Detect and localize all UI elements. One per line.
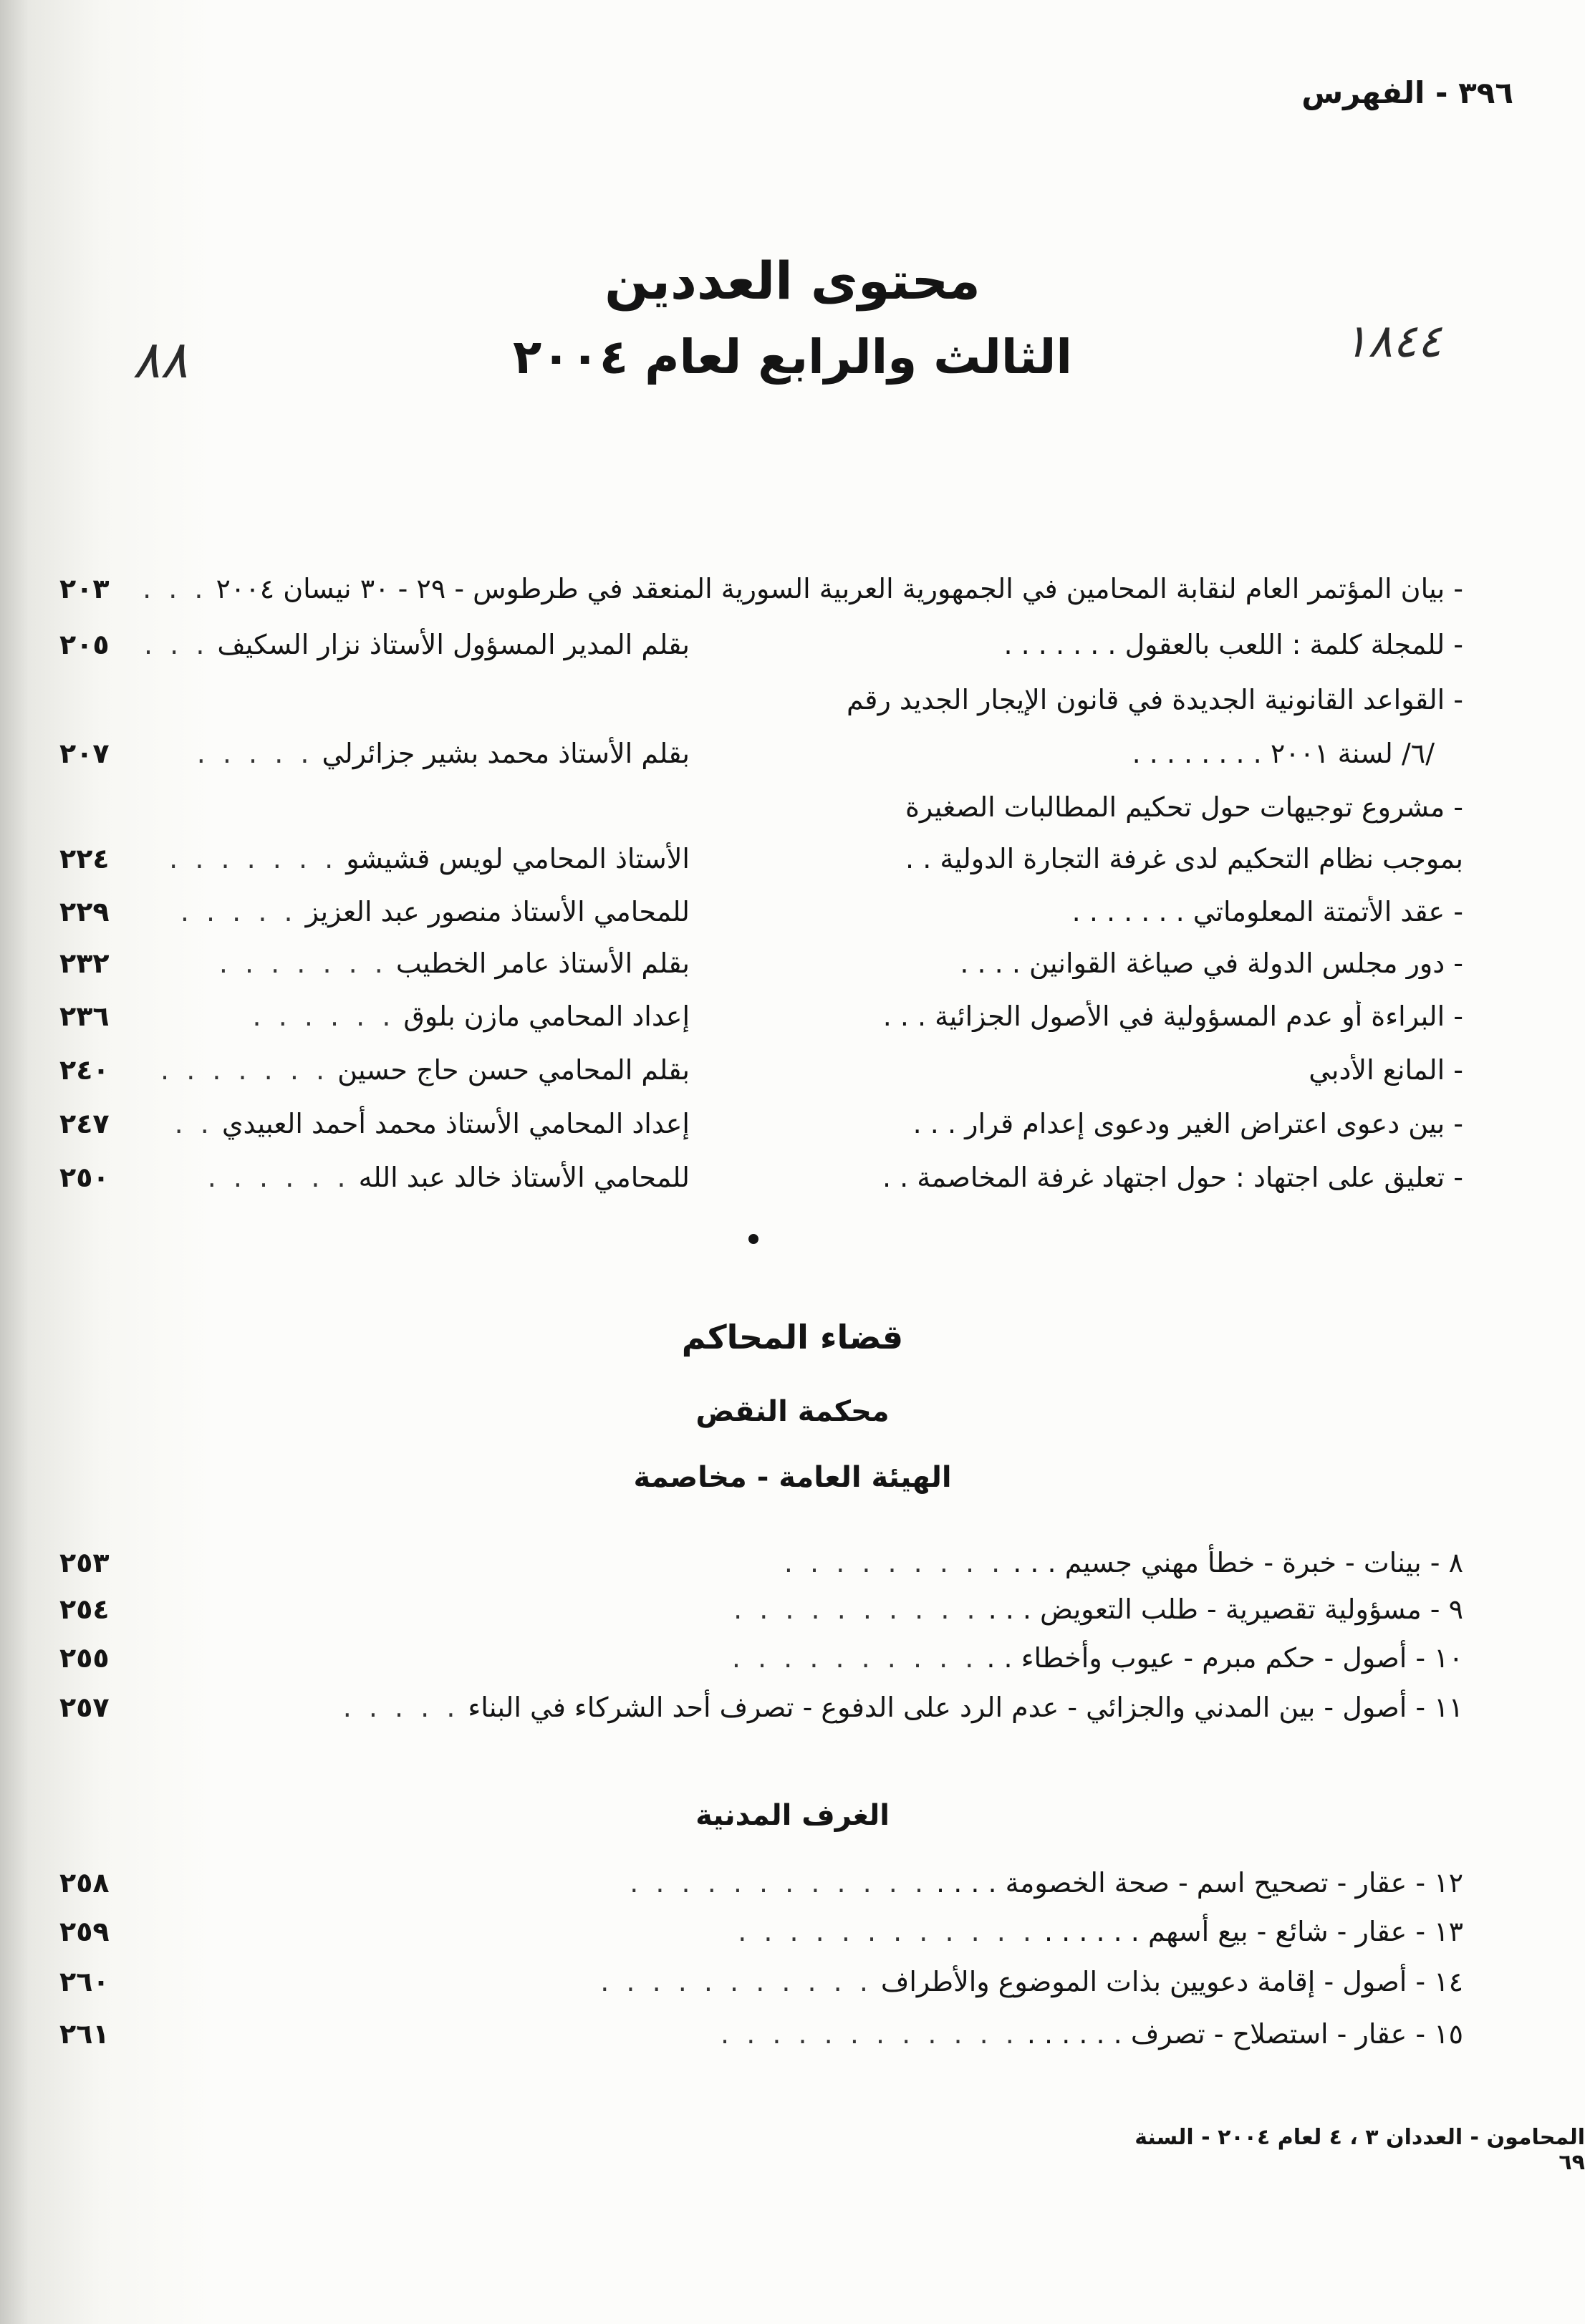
dot-leader: . . . . . . . . . xyxy=(784,1547,1005,1578)
toc-entry xyxy=(59,836,1463,882)
case-entry xyxy=(59,1586,1463,1632)
toc-entry-title: - البراءة أو عدم المسؤولية في الأصول الجزائية . . . xyxy=(882,1001,1463,1032)
dot-leader: . . . . . . . xyxy=(160,1054,329,1086)
toc-entry-page: ٢٤٠ xyxy=(59,1054,110,1086)
case-page: ٢٥٥ xyxy=(59,1642,110,1674)
toc-entry-title: - مشروع توجيهات حول تحكيم المطالبات الصغيرة xyxy=(905,791,1463,823)
dot-leader: . . . . . . . . . . . . xyxy=(738,1916,1036,1947)
toc-entry-title: بموجب نظام التحكيم لدى غرفة التجارة الدولية . . xyxy=(905,843,1463,874)
case-entry xyxy=(59,1959,1463,2005)
case-title: ٩ - مسؤولية تقصيرية - طلب التعويض . . . xyxy=(988,1593,1463,1625)
toc-entry xyxy=(59,622,1463,667)
section-heading-courts: قضاء المحاكم xyxy=(681,1318,904,1356)
case-title: ١٤ - أصول - إقامة دعويين بذات الموضوع والأطراف xyxy=(880,1966,1463,1997)
toc-entry-page: ٢٠٣ xyxy=(59,573,110,604)
dot-leader: . . . . . . xyxy=(207,1162,350,1193)
toc-entry-page: ٢٢٩ xyxy=(59,896,110,927)
toc-entry-author: بقلم المحامي حسن حاج حسين xyxy=(337,1054,690,1086)
toc-entry-title: - عقد الأتمتة المعلوماتي . . . . . . . xyxy=(1071,896,1463,927)
toc-entry-title: - بين دعوى اعتراض الغير ودعوى إعدام قرار . . . xyxy=(912,1108,1463,1139)
toc-entry-page: ٢٣٦ xyxy=(59,1001,110,1032)
toc-entry xyxy=(59,1101,1463,1147)
case-page: ٢٥٨ xyxy=(59,1867,110,1899)
dot-leader: . . . . . . . . . . xyxy=(733,1593,980,1625)
toc-entry-page: ٢٢٤ xyxy=(59,843,110,874)
page-title: محتوى العددين xyxy=(604,251,981,311)
dot-leader: . . . . . . xyxy=(252,1001,395,1032)
court-name: محكمة النقض xyxy=(695,1395,890,1428)
handwritten-number-left: ٨٨ xyxy=(133,329,188,390)
handwritten-number-right: ١٨٤٤ xyxy=(1343,315,1442,368)
toc-entry xyxy=(59,993,1463,1039)
page-header: ٣٩٦ - الفهرس xyxy=(1301,75,1513,110)
case-title: ١٣ - عقار - شائع - بيع أسهم . . . . . . xyxy=(1044,1916,1463,1947)
dot-leader: . . . . . . . . . . . . xyxy=(721,2018,1018,2050)
dot-leader: . . . . . xyxy=(180,896,297,927)
toc-entry-author: بقلم الأستاذ عامر الخطيب xyxy=(395,948,690,979)
case-page: ٢٥٧ xyxy=(59,1692,110,1723)
toc-entry-title: - بيان المؤتمر العام لنقابة المحامين في الجمهورية العربية السورية المنعقد في طرطوس - ٢٩ - ٣٠ نيسان ٢٠٠٤ xyxy=(216,573,1463,604)
toc-entry-title: /٦/ لسنة ٢٠٠١ . . . . . . . . xyxy=(1132,738,1435,769)
toc-entry-page: ٢٥٠ xyxy=(59,1162,110,1193)
case-entry xyxy=(59,1684,1463,1730)
case-page: ٢٥٣ xyxy=(59,1547,110,1578)
case-title: ١٢ - عقار - تصحيح اسم - صحة الخصومة . . . . xyxy=(936,1867,1463,1899)
toc-entry-page: ٢٠٧ xyxy=(59,738,110,769)
separator-dot xyxy=(748,1234,758,1244)
toc-entry-title: - القواعد القانونية الجديدة في قانون الإيجار الجديد رقم xyxy=(846,684,1463,715)
toc-entry-title: - للمجلة كلمة : اللعب بالعقول . . . . . . . xyxy=(1003,629,1463,660)
toc-entry-author: للمحامي الأستاذ منصور عبد العزيز xyxy=(305,896,690,927)
page-footer: المحامون - العددان ٣ ، ٤ لعام ٢٠٠٤ - السنة ٦٩ xyxy=(1134,2125,1585,2175)
dot-leader: . . . . . . . . . . . . xyxy=(630,1867,928,1899)
toc-entry xyxy=(59,940,1463,986)
toc-entry-author: بقلم الأستاذ محمد بشير جزائرلي xyxy=(322,738,690,769)
toc-entry-author: إعداد المحامي مازن بلوق xyxy=(403,1001,690,1032)
toc-entry-author: الأستاذ المحامي لويس قشيشو xyxy=(346,843,690,874)
page-subtitle: الثالث والرابع لعام ٢٠٠٤ xyxy=(512,329,1073,385)
dot-leader: . . . . . . . xyxy=(169,843,338,874)
subsection-civil-chambers: الغرف المدنية xyxy=(695,1799,890,1832)
toc-entry xyxy=(59,1154,1463,1200)
case-page: ٢٦٠ xyxy=(59,1966,110,1997)
toc-entry-page: ٢٣٢ xyxy=(59,948,110,979)
dot-leader: . . xyxy=(174,1108,213,1139)
toc-entry-author: للمحامي الأستاذ خالد عبد الله xyxy=(358,1162,690,1193)
toc-entry xyxy=(59,784,1463,830)
dot-leader: . . . xyxy=(143,573,208,604)
dot-leader: . . . . . xyxy=(342,1692,460,1723)
case-title: ١٠ - أصول - حكم مبرم - عيوب وأخطاء . . xyxy=(986,1642,1463,1674)
toc-entry-author: إعداد المحامي الأستاذ محمد أحمد العبيدي xyxy=(221,1108,690,1139)
dot-leader: . . . . . . . . . . . xyxy=(600,1966,872,1997)
toc-entry-author: بقلم المدير المسؤول الأستاذ نزار السكيف xyxy=(217,629,690,660)
case-page: ٢٦١ xyxy=(59,2018,110,2050)
case-title: ١١ - أصول - بين المدني والجزائي - عدم الرد على الدفوع - تصرف أحد الشركاء في البناء xyxy=(468,1692,1463,1723)
case-entry xyxy=(59,1635,1463,1681)
toc-entry xyxy=(59,1047,1463,1093)
toc-entry-title: - دور مجلس الدولة في صياغة القوانين . . . . xyxy=(960,948,1463,979)
toc-entry xyxy=(59,889,1463,935)
case-title: ٨ - بينات - خبرة - خطأ مهني جسيم . . . xyxy=(1013,1547,1463,1578)
dot-leader: . . . . . . . xyxy=(218,948,387,979)
case-title: ١٥ - عقار - استصلاح - تصرف . . . . . . xyxy=(1026,2018,1463,2050)
dot-leader: . . . xyxy=(144,629,209,660)
toc-entry xyxy=(59,731,1463,776)
case-entry xyxy=(59,2011,1463,2057)
toc-entry-page: ٢٤٧ xyxy=(59,1108,110,1139)
dot-leader: . . . . . . . . . . xyxy=(731,1642,978,1674)
case-entry xyxy=(59,1540,1463,1586)
toc-entry-title: - تعليق على اجتهاد : حول اجتهاد غرفة المخاصمة . . xyxy=(882,1162,1463,1193)
dot-leader: . . . . . xyxy=(196,738,314,769)
subsection-general-assembly: الهيئة العامة - مخاصمة xyxy=(633,1461,952,1494)
case-entry xyxy=(59,1860,1463,1906)
toc-entry xyxy=(59,566,1463,612)
case-page: ٢٥٤ xyxy=(59,1593,110,1625)
case-entry xyxy=(59,1909,1463,1954)
case-page: ٢٥٩ xyxy=(59,1916,110,1947)
toc-entry-page: ٢٠٥ xyxy=(59,629,110,660)
toc-entry-title: - المانع الأدبي xyxy=(1309,1054,1463,1086)
toc-entry xyxy=(59,677,1463,723)
